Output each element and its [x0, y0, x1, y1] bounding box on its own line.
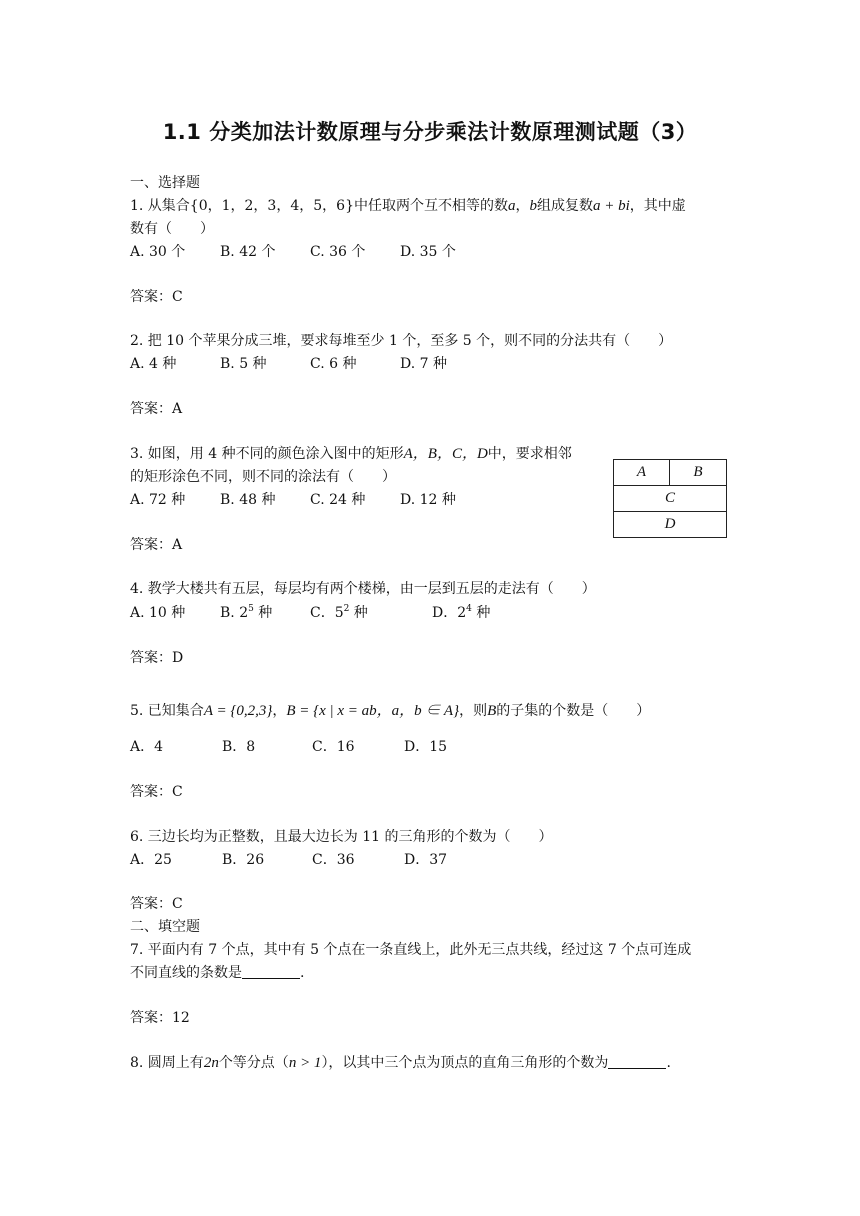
question-1-line-1 [130, 196, 686, 216]
question-2-options [130, 354, 447, 374]
question-3-line-2: 的矩形涂色不同，则不同的涂法有（ ） [130, 469, 396, 485]
q1-mid: 组成复数 [536, 198, 593, 214]
question-5-line-1 [130, 701, 650, 721]
q6-option-b: B．26 [222, 852, 265, 868]
q5-sep: ， [272, 703, 287, 719]
q1-tail: ，其中虚 [629, 198, 686, 214]
q1-answer: 答案：C [130, 289, 183, 305]
q4-option-d [432, 603, 490, 623]
question-2-line-1: 2. 把 10 个苹果分成三堆，要求每堆至少 1 个，至多 5 个，则不同的分法共有（ ） [130, 333, 673, 349]
q3-option-d: D. 12 种 [400, 492, 456, 508]
q3-option-c: C. 24 种 [310, 492, 366, 508]
q5-tail: 的子集的个数是（ ） [496, 703, 651, 719]
q3-option-b: B. 48 种 [220, 492, 276, 508]
q4-option-c [310, 603, 432, 623]
q5-var-b: B [487, 703, 497, 719]
section-heading-choice: 一、选择题 [130, 175, 200, 191]
q8-period: . [666, 1055, 671, 1071]
q5-option-d: D．15 [404, 739, 448, 755]
q2-answer: 答案：A [130, 401, 183, 417]
q3-answer: 答案：A [130, 537, 183, 553]
question-3-options [130, 490, 456, 510]
question-1-line-2: 数有（ ） [130, 221, 214, 237]
q6-answer: 答案：C [130, 896, 183, 912]
q1-option-b: B. 42 个 [220, 244, 276, 260]
q3-text-b: 中，要求相邻 [487, 446, 572, 462]
q5-mid: ，则 [459, 703, 488, 719]
q4-answer: 答案：D [130, 650, 184, 666]
section-heading-fill: 二、填空题 [130, 919, 200, 935]
q5-text: 5. 已知集合 [130, 703, 204, 719]
q1-text: 1. 从集合{0，1，2，3，4，5，6}中任取两个互不相等的数 [130, 198, 508, 214]
q8-2n: 2n [203, 1055, 219, 1071]
q1-var-b: b [529, 198, 537, 214]
q6-option-d: D．37 [404, 852, 448, 868]
q4-option-d-unit: 种 [471, 605, 491, 621]
figure-cell-b: B [670, 460, 727, 486]
q3-option-a: A. 72 种 [130, 492, 186, 508]
question-8-line-1 [130, 1053, 671, 1073]
q2-option-c: C. 6 种 [310, 356, 357, 372]
question-4-line-1: 4. 教学大楼共有五层，每层均有两个楼梯，由一层到五层的走法有（ ） [130, 581, 596, 597]
q4-option-d-exp: 4 [466, 604, 472, 614]
q2-option-a: A. 4 种 [130, 356, 177, 372]
figure-cell-c: C [614, 486, 727, 512]
q8-text: 8. 圆周上有 [130, 1055, 204, 1071]
answer-blank [242, 964, 300, 979]
q3-vars: A，B，C，D [403, 446, 488, 462]
rectangle-figure [613, 459, 727, 538]
figure-cell-d: D [614, 512, 727, 538]
answer-blank [608, 1054, 666, 1069]
page-title: 1.1 分类加法计数原理与分步乘法计数原理测试题（3） [162, 120, 698, 144]
question-1-options [130, 242, 456, 262]
q1-option-c: C. 36 个 [310, 244, 366, 260]
q4-option-c-unit: 种 [349, 605, 368, 621]
q8-tail: ），以其中三个点为顶点的直角三角形的个数为 [321, 1055, 609, 1071]
q4-option-b-exp: 5 [248, 604, 254, 614]
question-7-line-1: 7. 平面内有 7 个点，其中有 5 个点在一条直线上，此外无三点共线，经过这 7 个点可连成 [130, 942, 692, 958]
q4-option-a: A. 10 种 [130, 605, 186, 621]
question-4-options [130, 603, 490, 623]
q8-mid: 个等分点（ [218, 1055, 289, 1071]
q5-option-b: B．8 [222, 739, 256, 755]
q1-option-d: D. 35 个 [400, 244, 456, 260]
question-6-line-1: 6. 三边长均为正整数，且最大边长为 11 的三角形的个数为（ ） [130, 829, 553, 845]
figure-cell-a: A [614, 460, 670, 486]
q2-option-b: B. 5 种 [220, 356, 267, 372]
q1-comma: ， [515, 198, 530, 214]
q1-option-a: A. 30 个 [130, 244, 186, 260]
q4-option-b [220, 603, 310, 623]
q5-answer: 答案：C [130, 784, 183, 800]
q8-condition: n > 1 [288, 1055, 322, 1071]
q4-option-d-base: D．2 [432, 605, 467, 621]
q4-option-b-unit: 种 [253, 605, 273, 621]
q5-set-b: B = {x | x = ab，a，b ∈ A} [286, 703, 460, 719]
q5-option-c: C．16 [312, 739, 355, 755]
q5-set-a: A = {0,2,3} [203, 703, 273, 719]
question-5-options [130, 737, 447, 757]
q1-expr: a + bi [592, 198, 630, 214]
q4-option-c-exp: 2 [343, 604, 350, 614]
q7-period: . [300, 965, 305, 981]
q6-option-a: A．25 [130, 852, 172, 868]
question-6-options [130, 850, 447, 870]
question-7-line-2 [130, 963, 304, 983]
question-3-line-1 [130, 444, 572, 464]
q2-option-d: D. 7 种 [400, 356, 447, 372]
q4-option-c-base: C．5 [310, 605, 344, 621]
q4-option-b-base: B. 2 [220, 605, 249, 621]
q6-option-c: C．36 [312, 852, 355, 868]
q3-text: 3. 如图，用 4 种不同的颜色涂入图中的矩形 [130, 446, 404, 462]
q5-option-a: A．4 [130, 739, 164, 755]
q7-answer: 答案：12 [130, 1010, 190, 1026]
q1-var-a: a [507, 198, 516, 214]
q7-text: 不同直线的条数是 [130, 965, 242, 981]
